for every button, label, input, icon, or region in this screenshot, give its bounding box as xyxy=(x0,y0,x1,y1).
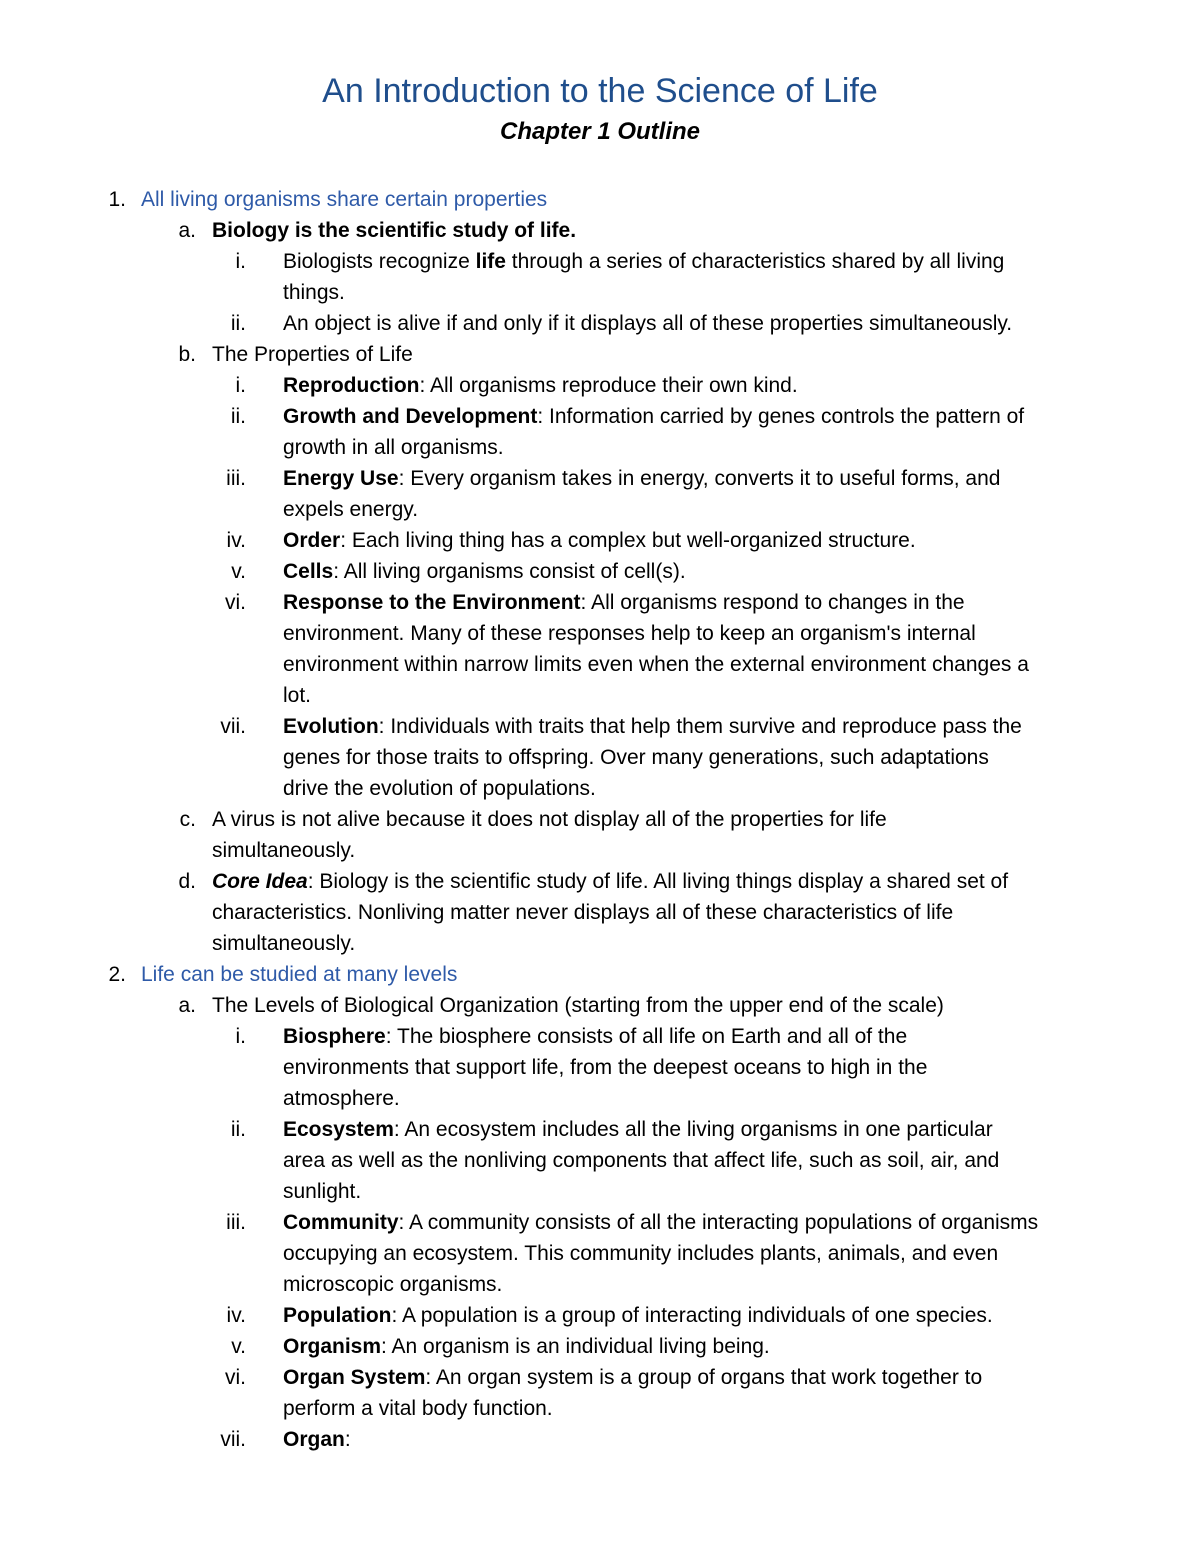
outline-text-part: genes for those traits to offspring. Over many generations, such adaptations xyxy=(283,746,989,769)
outline-line xyxy=(0,1207,1200,1238)
outline-marker: i. xyxy=(235,250,246,273)
outline-line xyxy=(0,432,1200,463)
outline-marker: v. xyxy=(231,1335,246,1358)
outline-line xyxy=(0,308,1200,339)
outline-marker: v. xyxy=(231,560,246,583)
outline-line xyxy=(0,928,1200,959)
outline-text-part: lot. xyxy=(283,684,312,707)
outline-line xyxy=(0,370,1200,401)
outline-text-part: things. xyxy=(283,281,345,304)
outline-marker: d. xyxy=(178,870,196,893)
outline-line xyxy=(0,804,1200,835)
outline-text-part: : The biosphere consists of all life on Earth and all of the xyxy=(385,1025,908,1048)
outline-text xyxy=(212,990,944,1021)
outline-text-part: : Biology is the scientific study of life. All living things display a shared set of xyxy=(307,870,1009,893)
outline-marker: c. xyxy=(179,808,196,831)
outline-text-part: sunlight. xyxy=(283,1180,362,1203)
outline-line xyxy=(0,1052,1200,1083)
outline-text-part: An object is alive if and only if it displays all of these properties simultaneously. xyxy=(283,312,1013,335)
outline-term: Organism xyxy=(283,1335,382,1358)
outline-term: Core Idea xyxy=(212,870,308,893)
outline-line xyxy=(0,1269,1200,1300)
outline-text-part: The Properties of Life xyxy=(212,343,413,366)
outline-text-part: : Individuals with traits that help them survive and reproduce pass the xyxy=(378,715,1022,738)
outline-text-part: atmosphere. xyxy=(283,1087,400,1110)
outline-text-part: microscopic organisms. xyxy=(283,1273,503,1296)
outline-term: Organ xyxy=(283,1428,345,1451)
outline-marker: iii. xyxy=(226,1211,246,1234)
outline-text-part: Biologists recognize xyxy=(283,250,476,273)
outline-text-part: : An ecosystem includes all the living organisms in one particular xyxy=(393,1118,993,1141)
outline-line xyxy=(0,1114,1200,1145)
outline-text xyxy=(212,928,355,959)
outline-text-part: environment within narrow limits even when the external environment changes a xyxy=(283,653,1029,676)
outline-line xyxy=(0,618,1200,649)
outline-text xyxy=(283,1207,1038,1238)
outline-text xyxy=(212,804,887,835)
outline-line xyxy=(0,556,1200,587)
outline-line xyxy=(0,525,1200,556)
outline-marker: vi. xyxy=(225,1366,246,1389)
outline-text xyxy=(141,959,457,990)
outline-term: Cells xyxy=(283,560,334,583)
outline-line xyxy=(0,1176,1200,1207)
outline-text xyxy=(283,1145,999,1176)
outline-line xyxy=(0,680,1200,711)
outline-text xyxy=(212,897,953,928)
outline-text-part: occupying an ecosystem. This community includes plants, animals, and even xyxy=(283,1242,999,1265)
document-subtitle: Chapter 1 Outline xyxy=(499,118,701,145)
outline-text-part: The Levels of Biological Organization (starting from the upper end of the scale) xyxy=(212,994,944,1017)
outline-text xyxy=(141,184,547,215)
outline-line xyxy=(0,1393,1200,1424)
outline-text xyxy=(283,370,798,401)
outline-marker: 2. xyxy=(108,963,126,986)
outline-text xyxy=(283,680,311,711)
outline-text xyxy=(283,1083,400,1114)
outline-text xyxy=(283,649,1029,680)
outline-line xyxy=(0,990,1200,1021)
outline-term: Growth and Development xyxy=(283,405,538,428)
outline-text xyxy=(283,1393,553,1424)
outline-line xyxy=(0,1300,1200,1331)
outline-marker: ii. xyxy=(230,1118,246,1141)
outline-text-part: : All living organisms consist of cell(s). xyxy=(333,560,686,583)
outline-text-part: : xyxy=(344,1428,351,1451)
outline-text xyxy=(283,556,686,587)
outline-text-part: environment. Many of these responses help to keep an organism's internal xyxy=(283,622,976,645)
outline-text-part: : Each living thing has a complex but well-organized structure. xyxy=(340,529,916,552)
outline-text xyxy=(283,1114,993,1145)
document-title: An Introduction to the Science of Life xyxy=(322,72,878,110)
outline-line xyxy=(0,215,1200,246)
outline-text-part: growth in all organisms. xyxy=(283,436,504,459)
outline-text-part: area as well as the nonliving components that affect life, such as soil, air, and xyxy=(283,1149,1000,1172)
outline-text-part: : An organism is an individual living being. xyxy=(381,1335,770,1358)
outline-text xyxy=(283,587,965,618)
outline-term: life xyxy=(475,250,506,273)
outline-marker: i. xyxy=(235,1025,246,1048)
outline-marker: iv. xyxy=(226,529,246,552)
outline-marker: b. xyxy=(178,343,196,366)
outline-term: Community xyxy=(283,1211,399,1234)
outline-line xyxy=(0,1021,1200,1052)
outline-text-part: : A community consists of all the interacting populations of organisms xyxy=(398,1211,1039,1234)
outline-text xyxy=(283,432,504,463)
outline-text xyxy=(212,866,1008,897)
outline-text-part: drive the evolution of populations. xyxy=(283,777,596,800)
outline-marker: i. xyxy=(235,374,246,397)
outline-line xyxy=(0,1424,1200,1455)
chapter-outline xyxy=(0,184,1200,1455)
outline-text xyxy=(283,1269,502,1300)
outline-term: Order xyxy=(283,529,341,552)
outline-text-part: simultaneously. xyxy=(212,839,356,862)
outline-text xyxy=(283,1176,361,1207)
outline-text-part: : An organ system is a group of organs that work together to xyxy=(425,1366,983,1389)
outline-text xyxy=(283,246,1004,277)
outline-term: Energy Use xyxy=(283,467,399,490)
outline-line xyxy=(0,339,1200,370)
outline-text-part: simultaneously. xyxy=(212,932,356,955)
outline-text xyxy=(283,494,418,525)
outline-line xyxy=(0,866,1200,897)
outline-line xyxy=(0,246,1200,277)
outline-text xyxy=(283,277,345,308)
outline-line xyxy=(0,1331,1200,1362)
outline-line xyxy=(0,1238,1200,1269)
outline-text xyxy=(212,835,355,866)
outline-marker: vi. xyxy=(225,591,246,614)
outline-text-part: : Information carried by genes controls the pattern of xyxy=(537,405,1025,428)
outline-marker: ii. xyxy=(230,312,246,335)
outline-text xyxy=(283,1021,907,1052)
outline-term: Biology is the scientific study of life. xyxy=(212,219,577,242)
outline-text xyxy=(283,1424,351,1455)
outline-text-part: perform a vital body function. xyxy=(283,1397,553,1420)
outline-text xyxy=(212,215,576,246)
outline-text-part: All living organisms share certain properties xyxy=(141,188,548,211)
outline-text-part: environments that support life, from the deepest oceans to high in the xyxy=(283,1056,928,1079)
outline-line xyxy=(0,587,1200,618)
outline-marker: ii. xyxy=(230,405,246,428)
outline-text-part: Life can be studied at many levels xyxy=(141,963,458,986)
outline-text-part: A virus is not alive because it does not display all of the properties for life xyxy=(212,808,887,831)
outline-line xyxy=(0,463,1200,494)
outline-text xyxy=(283,525,916,556)
outline-text xyxy=(283,308,1012,339)
outline-text xyxy=(283,1331,770,1362)
outline-line xyxy=(0,897,1200,928)
outline-marker: a. xyxy=(178,994,196,1017)
outline-text xyxy=(283,711,1022,742)
outline-text xyxy=(283,1238,998,1269)
outline-text xyxy=(283,1362,982,1393)
outline-marker: a. xyxy=(178,219,196,242)
outline-term: Ecosystem xyxy=(283,1118,394,1141)
outline-term: Evolution xyxy=(283,715,379,738)
outline-text xyxy=(212,339,413,370)
outline-line xyxy=(0,1145,1200,1176)
outline-term: Population xyxy=(283,1304,392,1327)
outline-line xyxy=(0,401,1200,432)
outline-marker: iv. xyxy=(226,1304,246,1327)
outline-line xyxy=(0,711,1200,742)
outline-line xyxy=(0,649,1200,680)
outline-text xyxy=(283,618,976,649)
outline-text xyxy=(283,742,989,773)
outline-line xyxy=(0,1362,1200,1393)
outline-marker: vii. xyxy=(220,1428,246,1451)
outline-line xyxy=(0,1083,1200,1114)
outline-text-part: characteristics. Nonliving matter never displays all of these characteristics of life xyxy=(212,901,954,924)
outline-term: Organ System xyxy=(283,1366,426,1389)
outline-text xyxy=(283,773,596,804)
outline-text xyxy=(283,463,1000,494)
outline-line xyxy=(0,742,1200,773)
outline-text-part: : All organisms reproduce their own kind. xyxy=(419,374,798,397)
outline-marker: 1. xyxy=(108,188,126,211)
outline-line xyxy=(0,277,1200,308)
outline-line xyxy=(0,959,1200,990)
outline-text-part: : A population is a group of interacting individuals of one species. xyxy=(391,1304,993,1327)
outline-text-part: : Every organism takes in energy, converts it to useful forms, and xyxy=(398,467,1001,490)
outline-line xyxy=(0,184,1200,215)
outline-text xyxy=(283,1052,927,1083)
outline-text xyxy=(283,401,1024,432)
outline-term: Response to the Environment xyxy=(283,591,581,614)
outline-line xyxy=(0,773,1200,804)
outline-text-part: : All organisms respond to changes in the xyxy=(580,591,965,614)
outline-term: Biosphere xyxy=(283,1025,386,1048)
outline-text-part: through a series of characteristics shared by all living xyxy=(505,250,1005,273)
outline-term: Reproduction xyxy=(283,374,420,397)
outline-text-part: expels energy. xyxy=(283,498,419,521)
outline-text xyxy=(283,1300,993,1331)
outline-line xyxy=(0,835,1200,866)
outline-marker: vii. xyxy=(220,715,246,738)
outline-marker: iii. xyxy=(226,467,246,490)
outline-line xyxy=(0,494,1200,525)
